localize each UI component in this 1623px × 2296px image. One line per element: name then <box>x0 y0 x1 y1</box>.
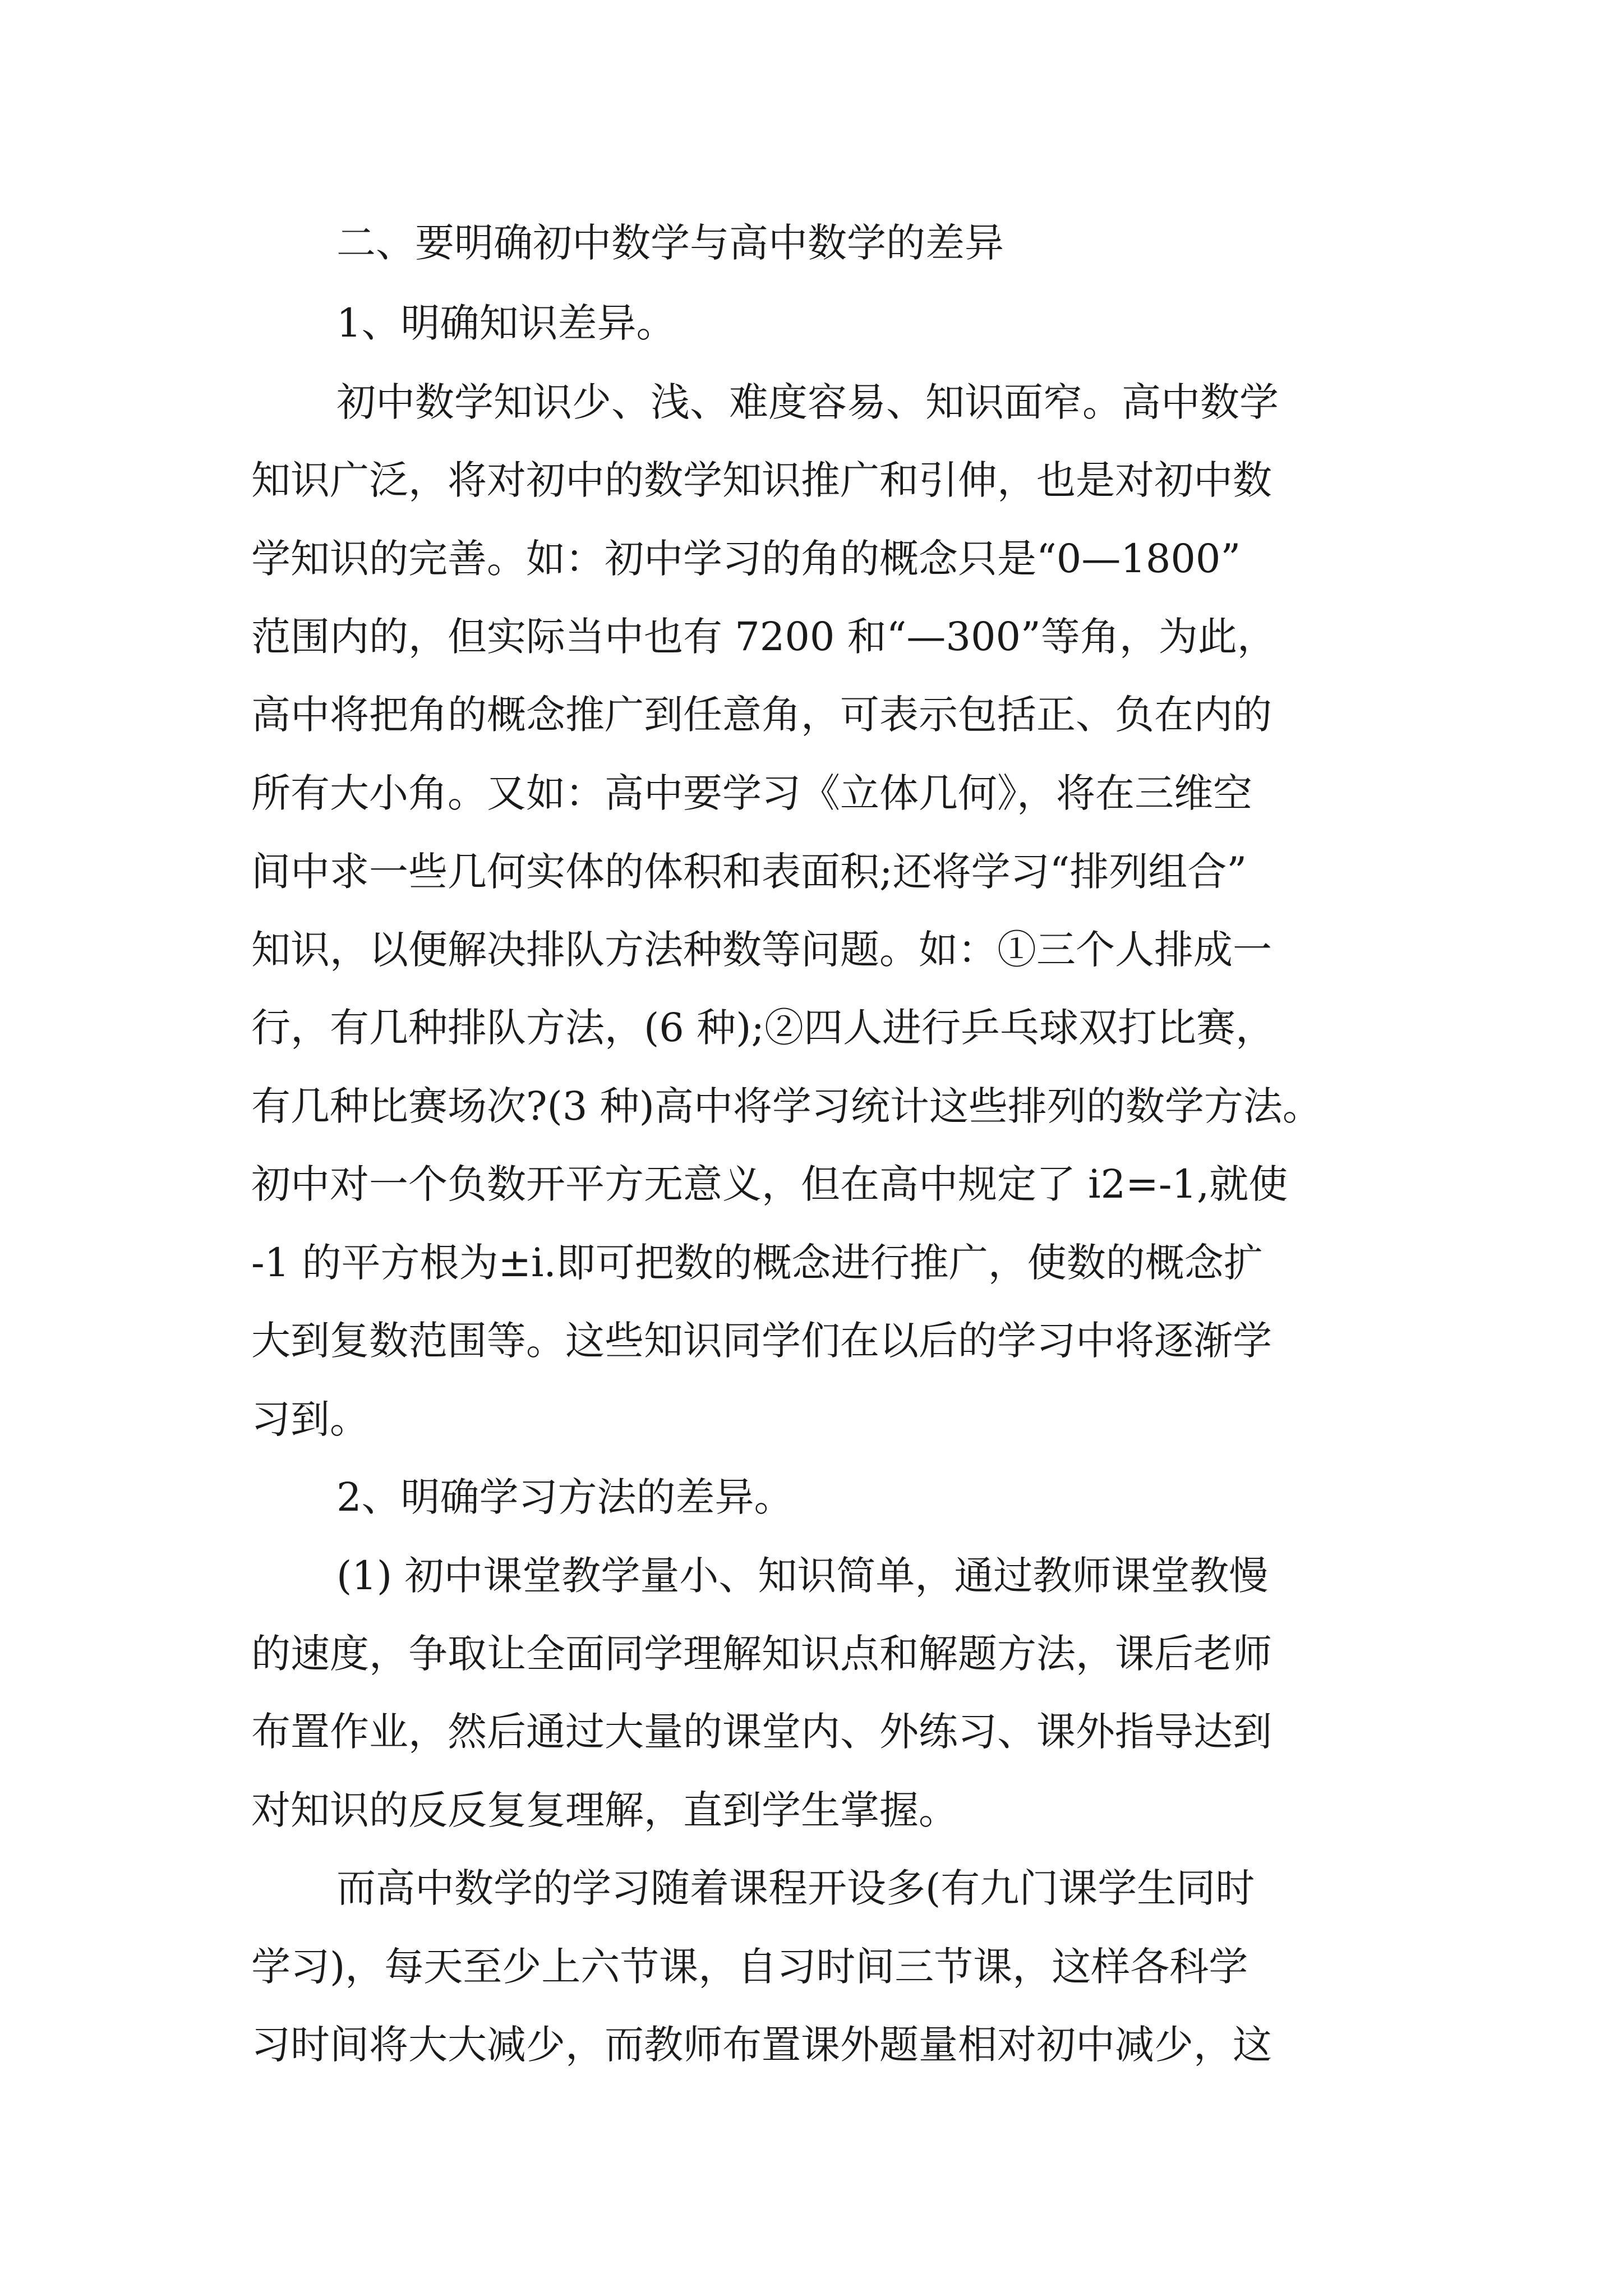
paragraph-line: 知识，以便解决排队方法种数等问题。如：①三个人排成一 <box>251 927 1272 973</box>
paragraph-line: 高中将把角的概念推广到任意角，可表示包括正、负在内的 <box>251 692 1272 738</box>
paragraph-line: 的速度，争取让全面同学理解知识点和解题方法，课后老师 <box>251 1631 1272 1677</box>
section-heading: 二、要明确初中数学与高中数学的差异 <box>336 220 1004 266</box>
paragraph-line: 习到。 <box>251 1396 369 1442</box>
paragraph-line: 大到复数范围等。这些知识同学们在以后的学习中将逐渐学 <box>251 1318 1272 1364</box>
paragraph-line: 间中求一些几何实体的体积和表面积;还将学习“排列组合” <box>251 849 1247 895</box>
subheading-knowledge-difference: 1、明确知识差异。 <box>336 300 676 346</box>
paragraph-line: 所有大小角。又如：高中要学习《立体几何》，将在三维空 <box>251 770 1252 816</box>
paragraph-line: 有几种比赛场次?(3 种)高中将学习统计这些排列的数学方法。 <box>251 1083 1322 1129</box>
paragraph-line: 知识广泛，将对初中的数学知识推广和引伸，也是对初中数 <box>251 457 1272 503</box>
paragraph-line: 范围内的，但实际当中也有 7200 和“—300”等角，为此， <box>251 614 1276 660</box>
paragraph-line: -1 的平方根为±i.即可把数的概念进行推广，使数的概念扩 <box>251 1240 1263 1286</box>
subheading-method-difference: 2、明确学习方法的差异。 <box>336 1474 794 1520</box>
paragraph-line: (1) 初中课堂教学量小、知识简单，通过教师课堂教慢 <box>336 1553 1269 1599</box>
paragraph-line: 习时间将大大减少，而教师布置课外题量相对初中减少，这 <box>251 2022 1272 2068</box>
paragraph-line: 布置作业，然后通过大量的课堂内、外练习、课外指导达到 <box>251 1709 1272 1755</box>
paragraph-line: 学习)，每天至少上六节课，自习时间三节课，这样各科学 <box>251 1944 1248 1990</box>
paragraph-line: 而高中数学的学习随着课程开设多(有九门课学生同时 <box>336 1865 1255 1911</box>
paragraph-line: 学知识的完善。如：初中学习的角的概念只是“0—1800” <box>251 536 1241 582</box>
paragraph-line: 对知识的反反复复理解，直到学生掌握。 <box>251 1787 958 1833</box>
paragraph-line: 行，有几种排队方法，(6 种);②四人进行乒乓球双打比赛， <box>251 1005 1275 1051</box>
paragraph-line: 初中对一个负数开平方无意义，但在高中规定了 i2=-1,就使 <box>251 1161 1288 1207</box>
paragraph-line: 初中数学知识少、浅、难度容易、知识面窄。高中数学 <box>336 379 1279 425</box>
